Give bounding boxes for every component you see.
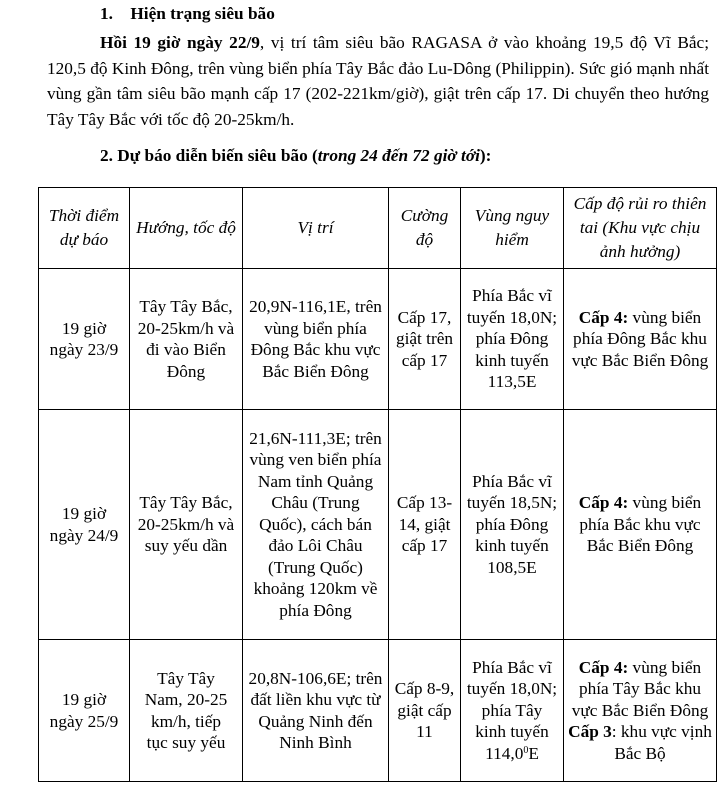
cell-risk <box>564 410 717 640</box>
section-1-heading <box>100 4 275 24</box>
cell-risk <box>564 640 717 782</box>
cell-danger: Phía Bắc vĩ tuyến 18,0N; phía Đông kinh tuyến 113,5E <box>461 269 564 410</box>
col-header: Cường độ <box>389 188 461 269</box>
cell-danger: Phía Bắc vĩ tuyến 18,5N; phía Đông kinh tuyến 108,5E <box>461 410 564 640</box>
table-row <box>39 640 717 782</box>
table-row <box>39 410 717 640</box>
cell-position: 20,8N-106,6E; trên đất liền khu vực từ Quảng Ninh đến Ninh Bình <box>243 640 389 782</box>
cell-direction: Tây Tây Bắc, 20-25km/h và suy yếu dần <box>130 410 243 640</box>
risk-area: vùng biển phía Bắc khu vực Bắc Biển Đông <box>579 493 702 556</box>
danger-text: Phía Bắc vĩ tuyến 18,0N; phía Tây kinh tuyến 114,0 <box>466 657 558 763</box>
forecast-table <box>38 187 717 782</box>
status-paragraph <box>47 30 709 132</box>
section-2-heading <box>100 146 491 166</box>
cell-direction: Tây Tây Nam, 20-25 km/h, tiếp tục suy yếu <box>130 640 243 782</box>
table-row <box>39 269 717 410</box>
risk-level: Cấp 4: <box>578 307 629 327</box>
col-header: Cấp độ rủi ro thiên tai (Khu vực chịu ảnh hưởng) <box>564 188 717 269</box>
cell-danger <box>461 640 564 782</box>
status-lead: Hồi 19 giờ ngày 22/9 <box>100 33 260 52</box>
col-header: Thời điểm dự báo <box>39 188 130 269</box>
cell-intensity: Cấp 13-14, giật cấp 17 <box>389 410 461 640</box>
cell-position: 21,6N-111,3E; trên vùng ven biển phía Nam tỉnh Quảng Châu (Trung Quốc), cách bán đảo Lôi Châu (Trung Quốc) khoảng 120km về phía Đông <box>243 410 389 640</box>
section-title: 2. Dự báo diễn biến siêu bão ( <box>100 146 318 165</box>
cell-risk <box>564 269 717 410</box>
section-close: ): <box>479 146 492 165</box>
section-subtitle: trong 24 đến 72 giờ tới <box>317 146 480 165</box>
section-number: 1. <box>100 4 113 23</box>
col-header: Hướng, tốc độ <box>130 188 243 269</box>
risk-area: : khu vực vịnh Bắc Bộ <box>611 722 712 763</box>
risk-level: Cấp 3 <box>568 722 612 742</box>
risk-area: vùng biển phía Đông Bắc khu vực Bắc Biển Đông <box>571 307 709 370</box>
status-text: , vị trí tâm siêu bão RAGASA ở vào khoảng 19,5 độ Vĩ Bắc; 120,5 độ Kinh Đông, trên vùng biển phía Tây Bắc đảo Lu-Dông (Philippin). Sức gió mạnh nhất vùng gần tâm siêu bão mạnh cấp 17 (202-221km/giờ), giật trên cấp 17. Di chuyển theo hướng Tây Tây Bắc với tốc độ 20-25km/h. <box>47 33 709 129</box>
cell-position: 20,9N-116,1E, trên vùng biển phía Đông Bắc khu vực Bắc Biển Đông <box>243 269 389 410</box>
section-title: Hiện trạng siêu bão <box>130 4 275 23</box>
cell-time: 19 giờ ngày 25/9 <box>39 640 130 782</box>
cell-intensity: Cấp 17, giật trên cấp 17 <box>389 269 461 410</box>
table-header-row <box>39 188 717 269</box>
cell-time: 19 giờ ngày 24/9 <box>39 410 130 640</box>
danger-tail: E <box>528 743 539 763</box>
cell-time: 19 giờ ngày 23/9 <box>39 269 130 410</box>
col-header: Vị trí <box>243 188 389 269</box>
risk-level: Cấp 4: <box>578 657 629 677</box>
cell-direction: Tây Tây Bắc, 20-25km/h và đi vào Biển Đông <box>130 269 243 410</box>
degree-sup: 0 <box>523 744 529 756</box>
col-header: Vùng nguy hiểm <box>461 188 564 269</box>
risk-area: vùng biển phía Tây Bắc khu vực Bắc Biển Đông <box>571 657 709 720</box>
risk-level: Cấp 4: <box>578 493 629 513</box>
cell-intensity: Cấp 8-9, giật cấp 11 <box>389 640 461 782</box>
